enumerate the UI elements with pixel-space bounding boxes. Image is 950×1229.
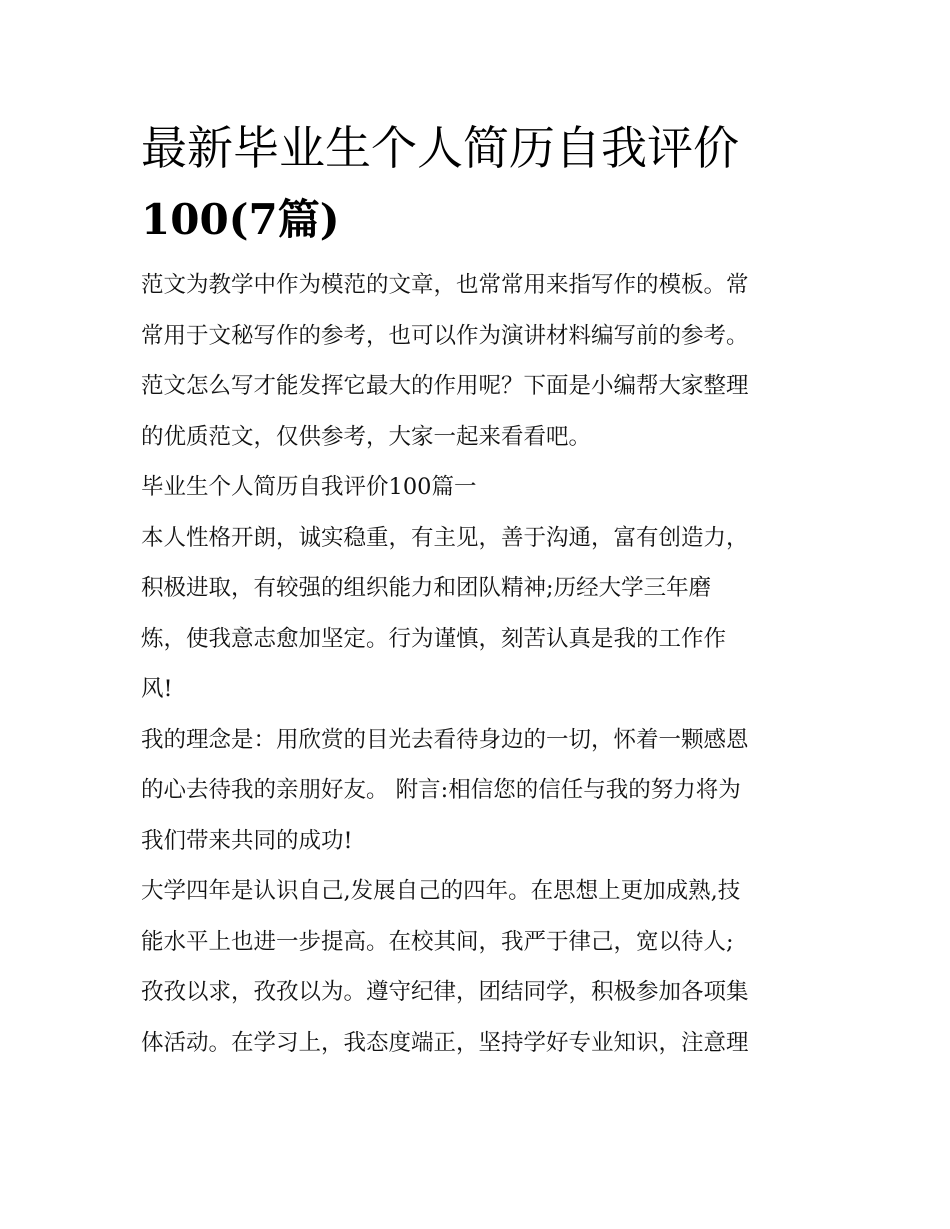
intro-line: 范文怎么写才能发挥它最大的作用呢？下面是小编帮大家整理 — [141, 373, 749, 399]
title-line-1: 最新毕业生个人简历自我评价 — [141, 121, 739, 175]
paragraph-line: 我们带来共同的成功! — [141, 827, 353, 854]
intro-paragraph — [141, 260, 813, 462]
paragraph-line: 的心去待我的亲朋好友。 附言:相信您的信任与我的努力将为 — [141, 777, 741, 803]
paragraph-philosophy — [141, 715, 813, 867]
paragraph-line: 我的理念是：用欣赏的目光去看待身边的一切，怀着一颗感恩 — [141, 726, 749, 753]
section-heading-text: 毕业生个人简历自我评价100篇一 — [141, 474, 477, 500]
intro-line: 的优质范文，仅供参考，大家一起来看看吧。 — [141, 423, 592, 450]
paragraph-line: 风! — [141, 676, 173, 702]
paragraph-line: 孜孜以求，孜孜以为。遵守纪律，团结同学，积极参加各项集 — [141, 979, 749, 1005]
paragraph-personality — [141, 513, 813, 715]
document-title — [141, 112, 813, 256]
section-heading — [141, 462, 813, 513]
paragraph-line: 积极进取，有较强的组织能力和团队精神;历经大学三年磨 — [141, 575, 712, 601]
paragraph-line: 大学四年是认识自己,发展自己的四年。在思想上更加成熟,技 — [141, 878, 741, 904]
title-line-2: 100(7篇) — [141, 195, 340, 244]
paragraph-line: 炼，使我意志愈加坚定。行为谨慎，刻苦认真是我的工作作 — [141, 625, 727, 652]
paragraph-line: 能水平上也进一步提高。在校其间，我严于律己，宽以待人; — [141, 928, 734, 955]
intro-line: 常用于文秘写作的参考，也可以作为演讲材料编写前的参考。 — [141, 322, 749, 349]
paragraph-line: 体活动。在学习上，我态度端正，坚持学好专业知识，注意理 — [141, 1029, 749, 1056]
intro-line: 范文为教学中作为模范的文章，也常常用来指写作的模板。常 — [141, 272, 749, 298]
paragraph-university — [141, 866, 813, 1068]
paragraph-line: 本人性格开朗，诚实稳重，有主见，善于沟通，富有创造力， — [141, 524, 749, 551]
document-body — [141, 112, 813, 1068]
